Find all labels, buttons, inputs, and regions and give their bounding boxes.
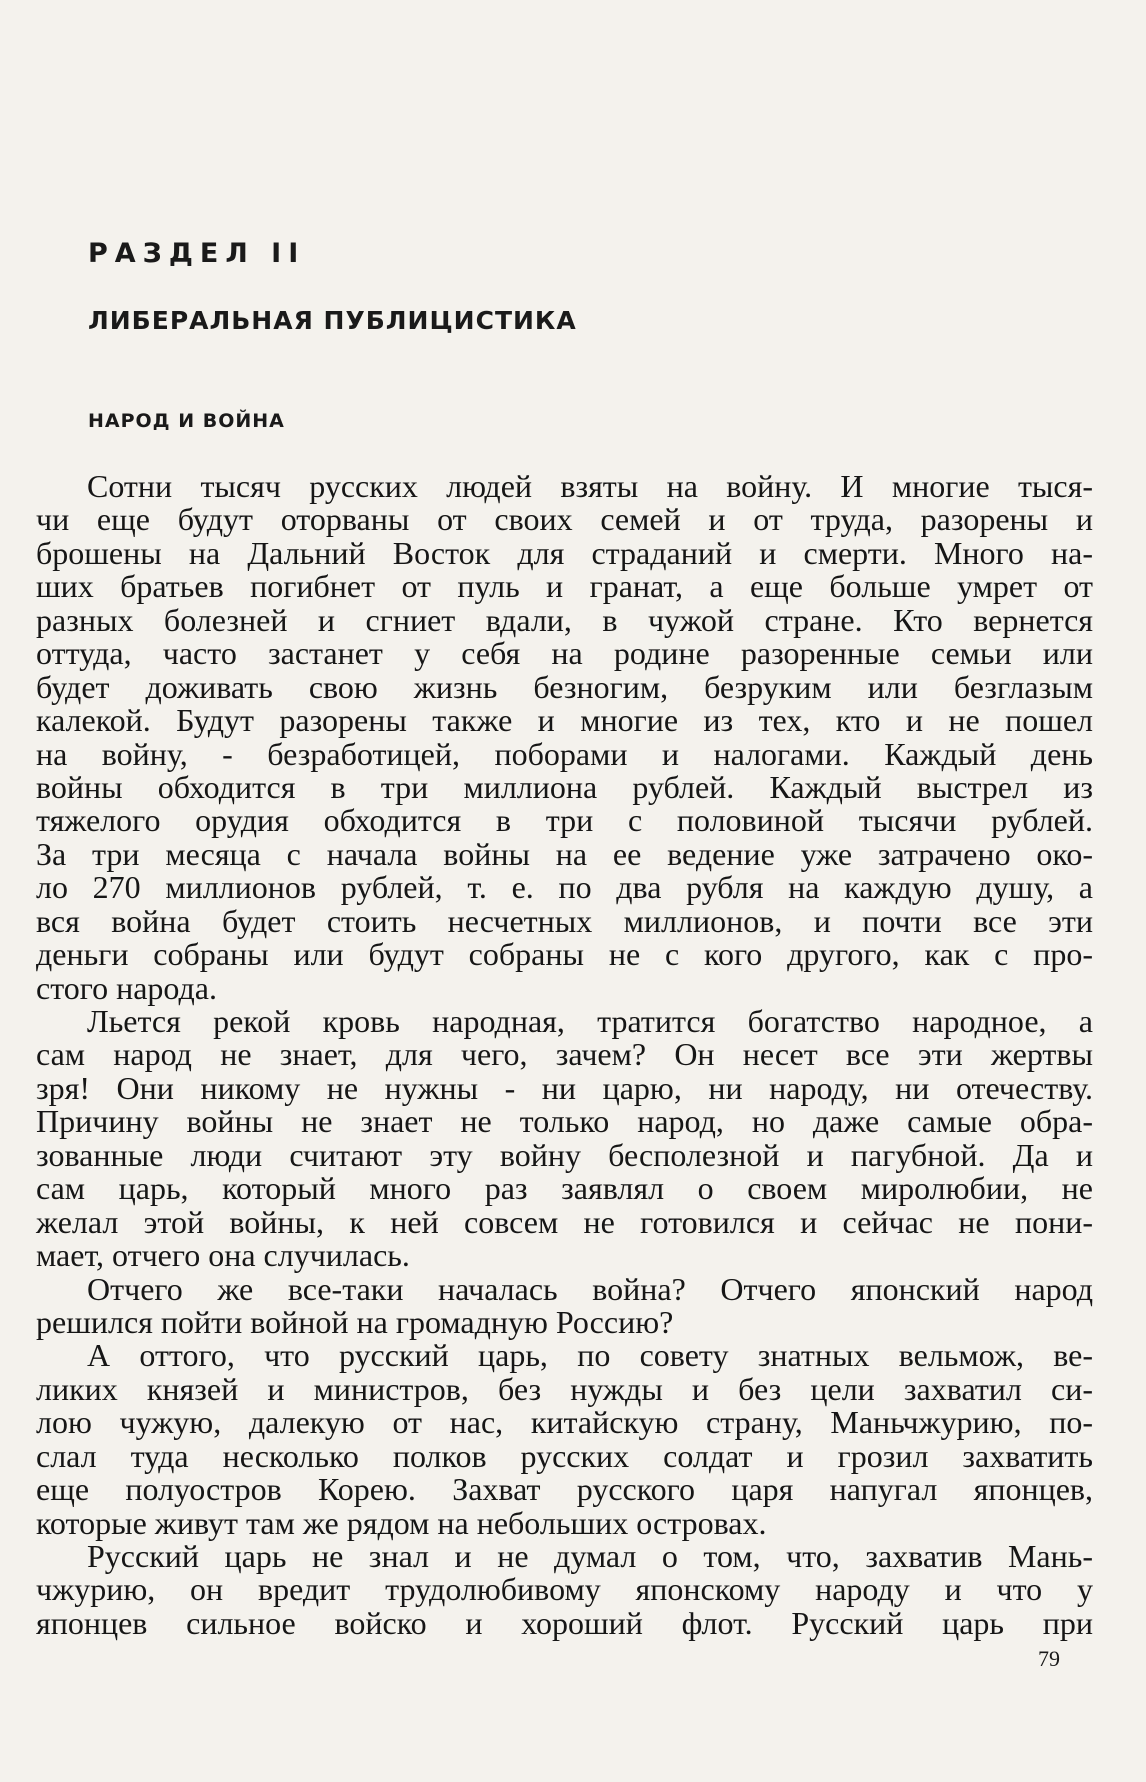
text-line: Льется рекой кровь народная, тратится богатство народное, а — [87, 1003, 1093, 1039]
text-line: вся война будет стоить несчетных миллионов, и почти все эти — [36, 902, 1093, 939]
paragraph — [36, 1270, 1093, 1340]
text-line: деньги собраны или будут собраны не с кого другого, как с про- — [36, 936, 1093, 973]
page-number: 79 — [1038, 1646, 1060, 1671]
section-label: РАЗДЕЛ II — [88, 238, 306, 269]
text-line: брошены на Дальний Восток для страданий и смерти. Много на- — [36, 534, 1093, 571]
article-body — [36, 470, 1093, 1640]
text-line: чи еще будут оторваны от своих семей и от труда, разорены и — [36, 501, 1093, 538]
text-line: Отчего же все-таки началась война? Отчего японский народ — [87, 1270, 1093, 1307]
text-line: ших братьев погибнет от пуль и гранат, а еще больше умрет от — [36, 568, 1093, 605]
text-line: лою чужую, далекую от нас, китайскую страну, Маньчжурию, по- — [36, 1404, 1093, 1441]
text-line: стого народа. — [36, 969, 217, 1006]
article-title: НАРОД И ВОЙНА — [88, 410, 285, 432]
text-line: тяжелого орудия обходится в три с половиной тысячи рублей. — [36, 802, 1093, 839]
text-line: Причину войны не знает не только народ, но даже самые обра- — [36, 1103, 1093, 1140]
paragraph — [36, 1540, 1093, 1640]
text-line: разных болезней и сгниет вдали, в чужой стране. Кто вернется — [36, 601, 1093, 638]
text-line: мает, отчего она случилась. — [36, 1237, 410, 1274]
paragraph — [36, 470, 1093, 1005]
text-line: Сотни тысяч русских людей взяты на войну. И многие тыся- — [87, 468, 1093, 504]
text-line: зованные люди считают эту войну бесполезной и пагубной. Да и — [36, 1136, 1093, 1173]
text-line: на войну, - безработицей, поборами и налогами. Каждый день — [36, 735, 1093, 772]
text-line: зря! Они никому не нужны - ни царю, ни народу, ни отечеству. — [36, 1069, 1093, 1106]
text-line: Русский царь не знал и не думал о том, что, захватив Мань- — [87, 1538, 1093, 1574]
text-line: японцев сильное войско и хороший флот. Русский царь при — [36, 1604, 1093, 1641]
text-line: еще полуостров Корею. Захват русского царя напугал японцев, — [36, 1471, 1093, 1508]
text-line: сам народ не знает, для чего, зачем? Он несет все эти жертвы — [36, 1036, 1093, 1073]
text-line: войны обходится в три миллиона рублей. Каждый выстрел из — [36, 768, 1093, 805]
text-line: ло 270 миллионов рублей, т. е. по два рубля на каждую душу, а — [36, 869, 1093, 906]
text-line: которые живут там же рядом на небольших островах. — [36, 1504, 767, 1541]
text-line: А оттого, что русский царь, по совету знатных вельмож, ве- — [87, 1337, 1093, 1374]
text-line: слал туда несколько полков русских солдат и грозил захватить — [36, 1437, 1093, 1474]
paragraph — [36, 1005, 1093, 1273]
paragraph — [36, 1339, 1093, 1540]
text-line: За три месяца с начала войны на ее ведение уже затрачено око- — [36, 835, 1093, 872]
text-line: будет доживать свою жизнь безногим, безруким или безглазым — [36, 668, 1093, 705]
text-line: желал этой войны, к ней совсем не готовился и сейчас не пони- — [36, 1203, 1093, 1240]
section-title: ЛИБЕРАЛЬНАЯ ПУБЛИЦИСТИКА — [88, 306, 577, 335]
text-line: решился пойти войной на громадную Россию? — [36, 1303, 674, 1340]
text-line: чжурию, он вредит трудолюбивому японскому народу и что у — [36, 1571, 1093, 1608]
text-line: ликих князей и министров, без нужды и без цели захватил си- — [36, 1370, 1093, 1407]
text-line: калекой. Будут разорены также и многие из тех, кто и не пошел — [36, 702, 1093, 739]
text-line: сам царь, который много раз заявлял о своем миролюбии, не — [36, 1170, 1093, 1207]
text-line: оттуда, часто застанет у себя на родине разоренные семьи или — [36, 635, 1093, 672]
